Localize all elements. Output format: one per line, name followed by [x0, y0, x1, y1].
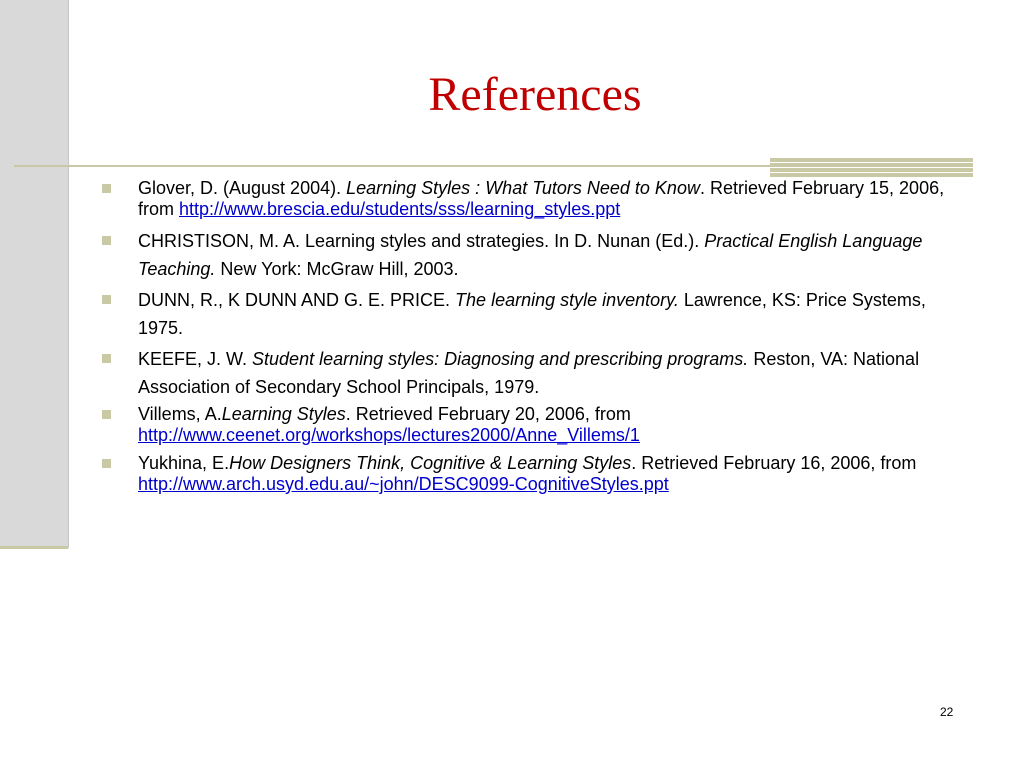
reference-title: Student learning styles: Diagnosing and prescribing programs. [252, 349, 749, 369]
reference-text: KEEFE, J. W. [138, 349, 253, 369]
reference-title: Learning Styles : What Tutors Need to Know [346, 178, 700, 198]
reference-text: Reston, VA: National Association of Secondary School Principals, 1979. [138, 349, 920, 397]
reference-title: Learning Styles [221, 404, 346, 424]
reference-title: How Designers Think, Cognitive & Learning Styles [229, 453, 632, 473]
reference-text: . Retrieved February 20, 2006, from [345, 404, 631, 424]
reference-text: Glover, D. (August 2004). [138, 178, 347, 198]
decorative-side-bar [0, 0, 69, 548]
title-rule-thick [770, 158, 973, 178]
square-bullet-icon [102, 410, 111, 419]
reference-title: The learning style inventory. [455, 290, 679, 310]
reference-link[interactable]: http://www.ceenet.org/workshops/lectures2000/Anne_Villems/1 [138, 425, 640, 445]
reference-text: CHRISTISON, M. A. Learning styles and strategies. In D. Nunan (Ed.). [138, 231, 705, 251]
page-number: 22 [940, 705, 954, 719]
reference-item-keefe [100, 345, 950, 401]
square-bullet-icon [102, 295, 111, 304]
slide-title: References [428, 68, 642, 121]
reference-text: Yukhina, E. [138, 453, 230, 473]
reference-item-christison [100, 227, 950, 283]
title-rule-thin [14, 165, 770, 167]
square-bullet-icon [102, 236, 111, 245]
square-bullet-icon [102, 184, 111, 193]
reference-text: DUNN, R., K DUNN AND G. E. PRICE. [138, 290, 456, 310]
reference-text: . Retrieved February 16, 2006, from [631, 453, 917, 473]
reference-text: Villems, A. [138, 404, 222, 424]
reference-text: New York: McGraw Hill, 2003. [215, 259, 459, 279]
reference-text: Lawrence, KS: Price Systems, 1975. [138, 290, 926, 338]
reference-item-villems [100, 404, 950, 446]
decorative-side-bar-rule [0, 546, 68, 549]
reference-item-glover [100, 178, 950, 220]
reference-item-yukhina [100, 453, 950, 495]
square-bullet-icon [102, 459, 111, 468]
reference-item-dunn [100, 286, 950, 342]
reference-link[interactable]: http://www.brescia.edu/students/sss/learning_styles.ppt [179, 199, 621, 219]
reference-title: Practical English Language Teaching. [138, 231, 923, 279]
reference-text: . Retrieved February 15, 2006, from [138, 178, 945, 219]
square-bullet-icon [102, 354, 111, 363]
reference-link[interactable]: http://www.arch.usyd.edu.au/~john/DESC9099-CognitiveStyles.ppt [138, 474, 669, 494]
reference-list [100, 178, 950, 502]
